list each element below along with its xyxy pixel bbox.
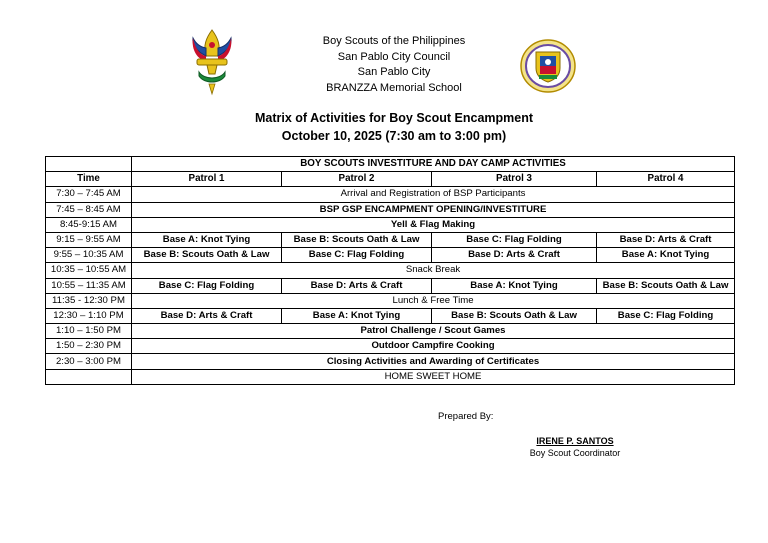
schedule-row — [46, 339, 735, 354]
schedule-row — [46, 293, 735, 308]
schedule-row — [46, 232, 735, 247]
patrol-4-activity-cell: Base D: Arts & Craft — [597, 232, 735, 247]
all-patrols-activity-cell: BSP GSP ENCAMPMENT OPENING/INVESTITURE — [132, 202, 735, 217]
time-cell: 10:55 – 11:35 AM — [46, 278, 132, 293]
city-name: San Pablo City — [357, 66, 431, 78]
document-subtitle: October 10, 2025 (7:30 am to 3:00 pm) — [281, 129, 507, 143]
patrol-3-activity-cell: Base D: Arts & Craft — [432, 248, 597, 263]
coordinator-name: IRENE P. SANTOS — [536, 436, 614, 446]
patrol-3-header: Patrol 3 — [432, 172, 597, 187]
document-title: Matrix of Activities for Boy Scout Encampment — [254, 111, 534, 125]
all-patrols-activity-cell: Closing Activities and Awarding of Certificates — [132, 354, 735, 369]
patrol-4-header: Patrol 4 — [597, 172, 735, 187]
all-patrols-activity-cell: Yell & Flag Making — [132, 217, 735, 232]
time-column-header: Time — [46, 172, 132, 187]
all-patrols-activity-cell: Lunch & Free Time — [132, 293, 735, 308]
document-titles — [194, 109, 594, 145]
patrol-1-header: Patrol 1 — [132, 172, 282, 187]
patrol-4-activity-cell: Base A: Knot Tying — [597, 248, 735, 263]
time-cell: 9:15 – 9:55 AM — [46, 232, 132, 247]
table-banner-row — [46, 157, 735, 172]
schedule-row — [46, 308, 735, 323]
coordinator-position: Boy Scout Coordinator — [529, 448, 621, 458]
all-patrols-activity-cell: HOME SWEET HOME — [132, 369, 735, 384]
schedule-row — [46, 324, 735, 339]
all-patrols-activity-cell: Outdoor Campfire Cooking — [132, 339, 735, 354]
schedule-row — [46, 263, 735, 278]
time-cell: 1:10 – 1:50 PM — [46, 324, 132, 339]
schedule-row — [46, 217, 735, 232]
organization-name: Boy Scouts of the Philippines — [322, 35, 466, 47]
patrol-2-activity-cell: Base A: Knot Tying — [282, 308, 432, 323]
time-cell: 2:30 – 3:00 PM — [46, 354, 132, 369]
time-cell: 7:30 – 7:45 AM — [46, 187, 132, 202]
patrol-3-activity-cell: Base A: Knot Tying — [432, 278, 597, 293]
all-patrols-activity-cell: Patrol Challenge / Scout Games — [132, 324, 735, 339]
document-header — [234, 34, 554, 96]
school-name: BRANZZA Memorial School — [326, 81, 462, 94]
schedule-row — [46, 278, 735, 293]
patrol-1-activity-cell: Base D: Arts & Craft — [132, 308, 282, 323]
all-patrols-activity-cell: Arrival and Registration of BSP Participants — [132, 187, 735, 202]
time-cell: 9:55 – 10:35 AM — [46, 248, 132, 263]
patrol-4-activity-cell: Base C: Flag Folding — [597, 308, 735, 323]
patrol-1-activity-cell: Base B: Scouts Oath & Law — [132, 248, 282, 263]
activities-matrix-table — [45, 156, 735, 385]
schedule-row — [46, 187, 735, 202]
patrol-2-activity-cell: Base B: Scouts Oath & Law — [282, 232, 432, 247]
patrol-2-activity-cell: Base D: Arts & Craft — [282, 278, 432, 293]
patrol-3-activity-cell: Base C: Flag Folding — [432, 232, 597, 247]
time-cell: 10:35 – 10:55 AM — [46, 263, 132, 278]
schedule-row — [46, 248, 735, 263]
empty-corner-cell — [46, 157, 132, 172]
patrol-2-header: Patrol 2 — [282, 172, 432, 187]
schedule-row — [46, 369, 735, 384]
patrol-2-activity-cell: Base C: Flag Folding — [282, 248, 432, 263]
time-cell: 12:30 – 1:10 PM — [46, 308, 132, 323]
signature-block — [500, 435, 650, 459]
prepared-by-label: Prepared By: — [438, 411, 494, 422]
schedule-row — [46, 202, 735, 217]
time-cell: 8:45-9:15 AM — [46, 217, 132, 232]
patrol-4-activity-cell: Base B: Scouts Oath & Law — [597, 278, 735, 293]
all-patrols-activity-cell: Snack Break — [132, 263, 735, 278]
patrol-3-activity-cell: Base B: Scouts Oath & Law — [432, 308, 597, 323]
time-cell: 7:45 – 8:45 AM — [46, 202, 132, 217]
patrol-1-activity-cell: Base C: Flag Folding — [132, 278, 282, 293]
time-cell — [46, 369, 132, 384]
council-name: San Pablo City Council — [337, 50, 451, 63]
time-cell: 1:50 – 2:30 PM — [46, 339, 132, 354]
bsp-fleur-de-lis-logo — [190, 28, 234, 96]
patrol-1-activity-cell: Base A: Knot Tying — [132, 232, 282, 247]
table-header-row — [46, 172, 735, 187]
time-cell: 11:35 - 12:30 PM — [46, 293, 132, 308]
table-banner: BOY SCOUTS INVESTITURE AND DAY CAMP ACTIVITIES — [132, 157, 735, 172]
schedule-row — [46, 354, 735, 369]
